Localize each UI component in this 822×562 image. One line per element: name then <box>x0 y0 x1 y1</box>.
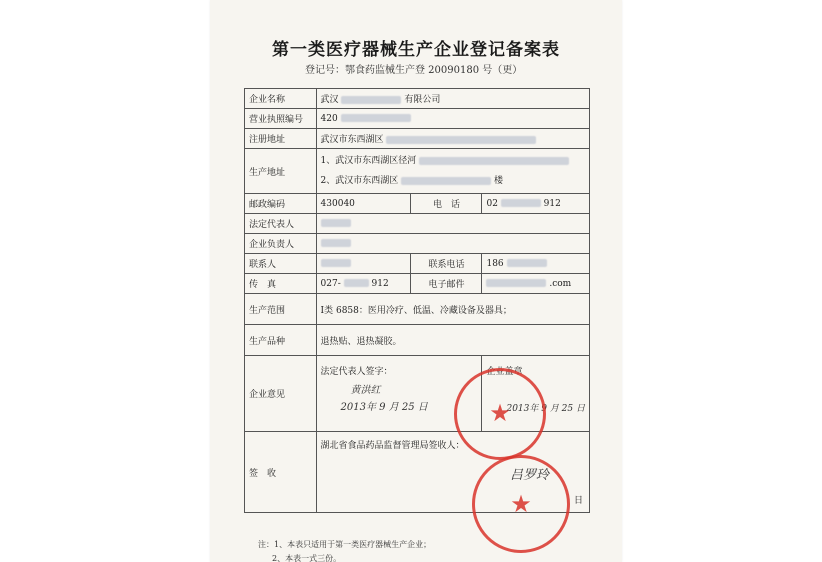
sign-label: 法定代表人签字： <box>320 367 393 377</box>
value-company-name: 武汉 有限公司 <box>316 89 589 109</box>
redaction <box>321 239 351 247</box>
redaction <box>321 219 351 227</box>
label-prod-address: 生产地址 <box>245 149 317 194</box>
label-postcode: 邮政编码 <box>245 194 317 214</box>
redaction <box>507 259 547 267</box>
registration-number: 登记号：鄂食药监械生产登 20090180 号（更） <box>305 65 523 76</box>
value-email: .com <box>482 274 590 294</box>
row-products <box>245 325 590 356</box>
registration-form-table <box>244 88 590 513</box>
label-receipt: 签 收 <box>245 432 317 513</box>
document-page <box>210 0 622 562</box>
label-contact: 联系人 <box>245 254 317 274</box>
seal-date: 2013年 9 月 25 日 <box>506 404 585 414</box>
star-icon: ★ <box>489 399 511 427</box>
label-email: 电子邮件 <box>411 274 482 294</box>
authority-seal <box>472 455 570 553</box>
redaction <box>321 259 351 267</box>
value-postcode: 430040 <box>316 194 411 214</box>
row-contact <box>245 254 590 274</box>
seal-label: 企业盖章 <box>486 367 523 377</box>
value-phone: 02 912 <box>482 194 590 214</box>
row-postcode <box>245 194 590 214</box>
company-seal <box>454 368 546 460</box>
note-line-2: 2、本表一式三份。 <box>272 554 342 562</box>
label-opinion: 企业意见 <box>245 356 317 432</box>
form-title: 第一类医疗器械生产企业登记备案表 <box>272 40 560 60</box>
row-manager <box>245 234 590 254</box>
row-license-no <box>245 109 590 129</box>
redaction <box>501 199 541 207</box>
value-fax: 027- 912 <box>316 274 411 294</box>
receipt-date: 日 <box>573 496 583 506</box>
redaction <box>386 136 536 144</box>
sign-date: 2013年 9 月 25 日 <box>340 402 428 413</box>
label-products: 生产品种 <box>245 325 317 356</box>
redaction <box>341 96 401 104</box>
notes <box>258 538 431 562</box>
receipt-signature: 吕罗玲 <box>509 468 549 483</box>
redaction <box>341 114 411 122</box>
label-phone: 电 话 <box>411 194 482 214</box>
label-company-name: 企业名称 <box>245 89 317 109</box>
value-license-no: 420 <box>316 109 589 129</box>
label-scope: 生产范围 <box>245 294 317 325</box>
label-tel: 联系电话 <box>411 254 482 274</box>
authority-label: 湖北省食品药品监督管理局签收人： <box>320 441 465 451</box>
value-products: 退热贴、退热凝胶。 <box>316 325 589 356</box>
redaction <box>486 279 546 287</box>
label-license-no: 营业执照编号 <box>245 109 317 129</box>
value-contact <box>316 254 411 274</box>
redaction <box>419 157 569 165</box>
row-reg-address <box>245 129 590 149</box>
note-line-1: 注：1、本表只适用于第一类医疗器械生产企业； <box>258 540 432 549</box>
label-fax: 传 真 <box>245 274 317 294</box>
redaction <box>344 279 369 287</box>
value-scope: Ⅰ类 6858：医用冷疗、低温、冷藏设备及器具； <box>316 294 589 325</box>
row-company-name <box>245 89 590 109</box>
value-legal-rep <box>316 214 589 234</box>
value-reg-address: 武汉市东西湖区 <box>316 129 589 149</box>
value-tel: 186 <box>482 254 590 274</box>
row-legal-rep <box>245 214 590 234</box>
value-manager <box>316 234 589 254</box>
handwritten-signature: 黄洪红 <box>350 385 381 396</box>
label-reg-address: 注册地址 <box>245 129 317 149</box>
value-prod-address: 1、武汉市东西湖区径河 2、武汉市东西湖区 楼 <box>316 149 589 194</box>
label-manager: 企业负责人 <box>245 234 317 254</box>
label-legal-rep: 法定代表人 <box>245 214 317 234</box>
row-fax <box>245 274 590 294</box>
row-scope <box>245 294 590 325</box>
star-icon: ★ <box>510 490 532 518</box>
redaction <box>401 177 491 185</box>
row-prod-address <box>245 149 590 194</box>
